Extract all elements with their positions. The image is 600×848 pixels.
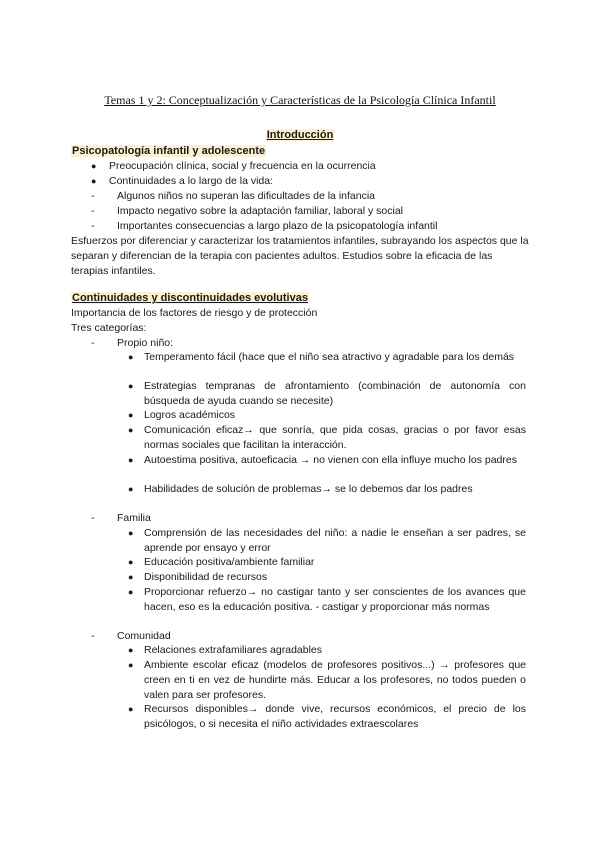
list-item: ● Proporcionar refuerzo→ no castigar tanto y ser conscientes de los avances que hacen, eso es la educación positiva. - castigar y proporcionar más normas <box>128 586 526 613</box>
section1-paragraph: Esfuerzos por diferenciar y caracterizar los tratamientos infantiles, subrayando los aspectos que la separan y diferencian de la terapia con pacientes adultos. Estudios sobre la eficacia de las terapias infantiles. <box>71 235 529 277</box>
section1-heading: Psicopatología infantil y adolescente <box>72 145 266 157</box>
list-item: - Algunos niños no superan las dificultades de la infancia <box>91 190 376 202</box>
section2-heading: Continuidades y discontinuidades evolutivas <box>72 292 308 304</box>
section2-line1: Importancia de los factores de riesgo y de protección <box>71 307 318 319</box>
group-label-propio-nino: - Propio niño: <box>91 337 174 349</box>
list-item: - Importantes consecuencias a largo plazo de la psicopatología infantil <box>91 220 438 232</box>
group-label-familia: - Familia <box>91 512 151 524</box>
intro-heading <box>0 129 600 141</box>
list-item: ● Habilidades de solución de problemas→ se lo debemos dar los padres <box>128 483 473 495</box>
list-item: - Impacto negativo sobre la adaptación familiar, laboral y social <box>91 205 403 217</box>
list-item: ● Recursos disponibles→ donde vive, recursos económicos, el precio de los psicólogos, o si necesita el niño actividades extraescolares <box>128 703 526 730</box>
list-item: ● Comprensión de las necesidades del niño: a nadie le enseñan a ser padres, se aprende por ensayo y error <box>128 527 526 554</box>
list-item: ● Continuidades a lo largo de la vida: <box>91 175 274 187</box>
intro-heading-text: Introducción <box>266 129 334 141</box>
list-item: ● Ambiente escolar eficaz (modelos de profesores positivos...) → profesores que creen en ti en vez de hundirte más. Educar a los profesores, no todos pueden o valen para ser profesores. <box>128 659 526 701</box>
list-item: ● Estrategias tempranas de afrontamiento (combinación de autonomía con búsqueda de ayuda cuando se necesite) <box>128 380 526 407</box>
document-title: Temas 1 y 2: Conceptualización y Características de la Psicología Clínica Infantil <box>104 93 496 107</box>
list-item: ● Relaciones extrafamiliares agradables <box>128 644 323 656</box>
list-item: ● Comunicación eficaz→ que sonría, que pida cosas, gracias o por favor esas normas sociales que facilitan la interacción. <box>128 424 526 451</box>
group-label-comunidad: - Comunidad <box>91 630 171 642</box>
section2-line2: Tres categorías: <box>71 322 147 334</box>
list-item: ● Educación positiva/ambiente familiar <box>128 556 315 568</box>
list-item: ● Logros académicos <box>128 409 236 421</box>
list-item: ● Preocupación clínica, social y frecuencia en la ocurrencia <box>91 160 376 172</box>
list-item: ● Temperamento fácil (hace que el niño sea atractivo y agradable para los demás <box>128 351 515 363</box>
list-item: ● Autoestima positiva, autoeficacia → no vienen con ella influye mucho los padres <box>128 454 517 466</box>
list-item: ● Disponibilidad de recursos <box>128 571 268 583</box>
